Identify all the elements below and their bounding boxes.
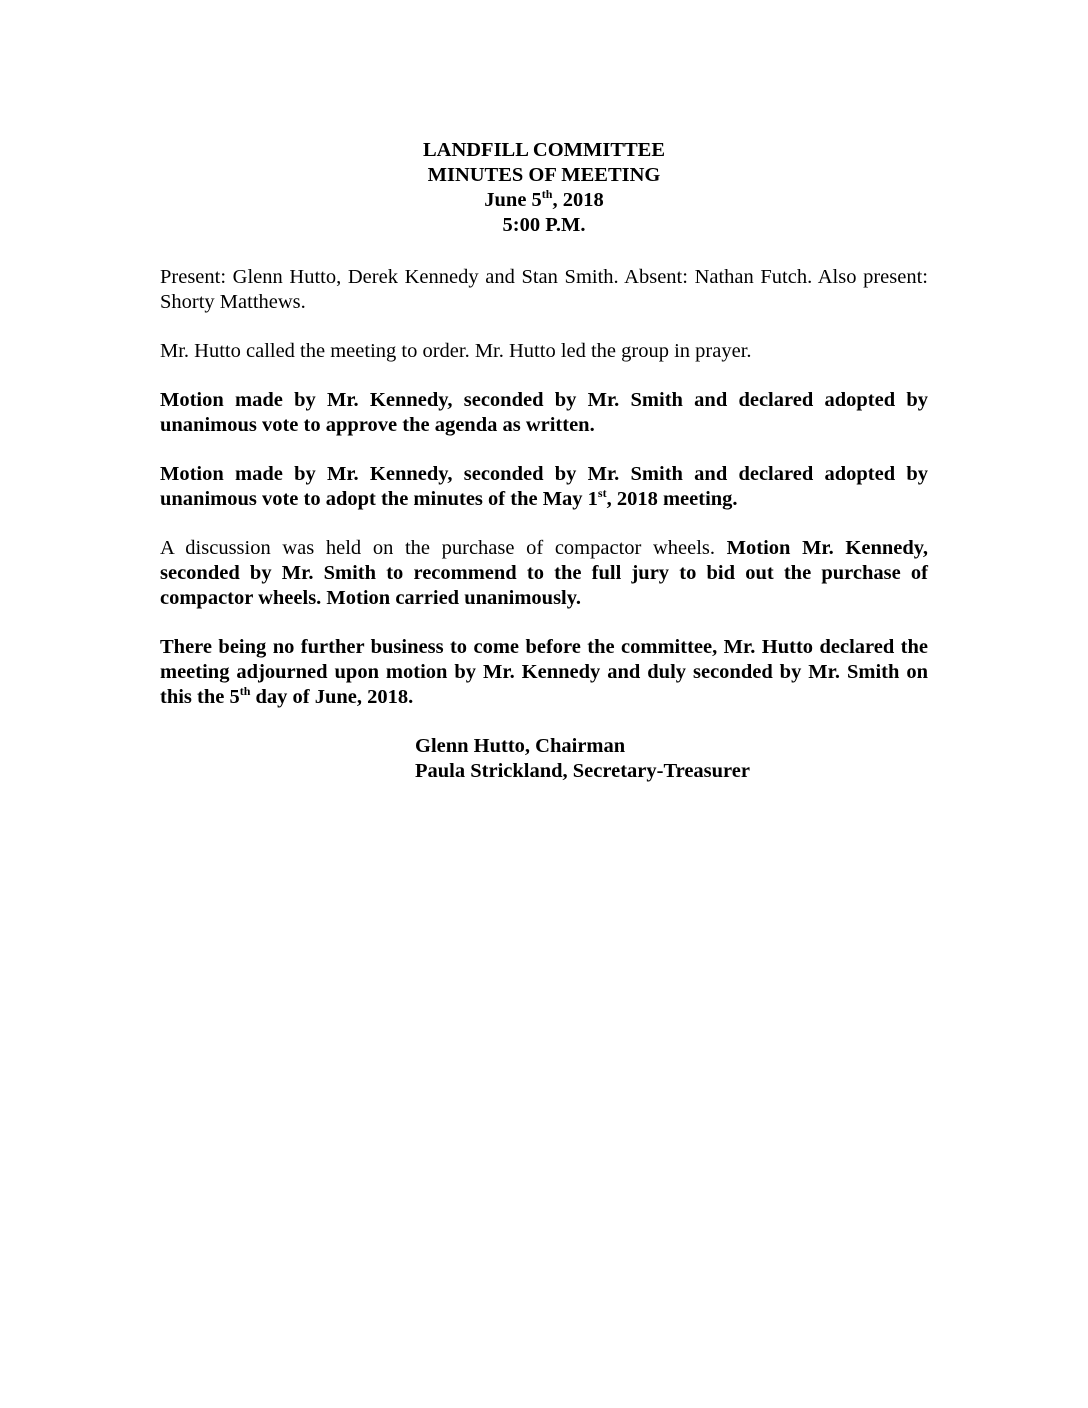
compactor-discussion: A discussion was held on the purchase of compactor wheels. [160, 537, 727, 559]
signature-block [415, 734, 928, 784]
meeting-date-ordinal: th [541, 187, 553, 201]
chairman-signature: Glenn Hutto, Chairman [415, 735, 626, 757]
adjournment-text [160, 636, 928, 708]
compactor-paragraph [160, 536, 928, 611]
adjournment-suffix: day of June, 2018. [250, 686, 414, 708]
call-to-order-paragraph: Mr. Hutto called the meeting to order. Mr. Hutto led the group in prayer. [160, 340, 752, 362]
motion-minutes-paragraph [160, 462, 928, 512]
motion-minutes-text [160, 463, 928, 510]
secretary-signature: Paula Strickland, Secretary-Treasurer [415, 760, 750, 782]
motion-minutes-ordinal: st [597, 486, 607, 500]
motion-agenda-text: Motion made by Mr. Kennedy, seconded by Mr. Smith and declared adopted by unanimous vote to approve the agenda as written. [160, 389, 928, 436]
minutes-document [160, 138, 928, 784]
adjournment-prefix: There being no further business to come before the committee, Mr. Hutto declared the meeting adjourned upon motion by Mr. Kennedy and duly seconded by Mr. Smith on this the 5 [160, 636, 928, 708]
meeting-time: 5:00 P.M. [502, 214, 586, 236]
motion-agenda-paragraph [160, 388, 928, 438]
motion-minutes-suffix: , 2018 meeting. [606, 488, 738, 510]
meeting-date [160, 188, 928, 213]
meeting-date-prefix: June 5 [484, 189, 542, 211]
motion-minutes-prefix: Motion made by Mr. Kennedy, seconded by Mr. Smith and declared adopted by unanimous vote to adopt the minutes of the May 1 [160, 463, 928, 510]
committee-title: LANDFILL COMMITTEE [422, 139, 666, 161]
meeting-date-suffix: , 2018 [552, 189, 604, 211]
document-title: MINUTES OF MEETING [427, 164, 661, 186]
adjournment-ordinal: th [239, 684, 251, 698]
compactor-motion: Motion Mr. Kennedy, seconded by Mr. Smith to recommend to the full jury to bid out the purchase of compactor wheels. Motion carried unanimously. [160, 537, 928, 609]
adjournment-paragraph [160, 635, 928, 710]
attendance-paragraph: Present: Glenn Hutto, Derek Kennedy and Stan Smith. Absent: Nathan Futch. Also present: Shorty Matthews. [160, 266, 928, 313]
document-heading [160, 138, 928, 238]
